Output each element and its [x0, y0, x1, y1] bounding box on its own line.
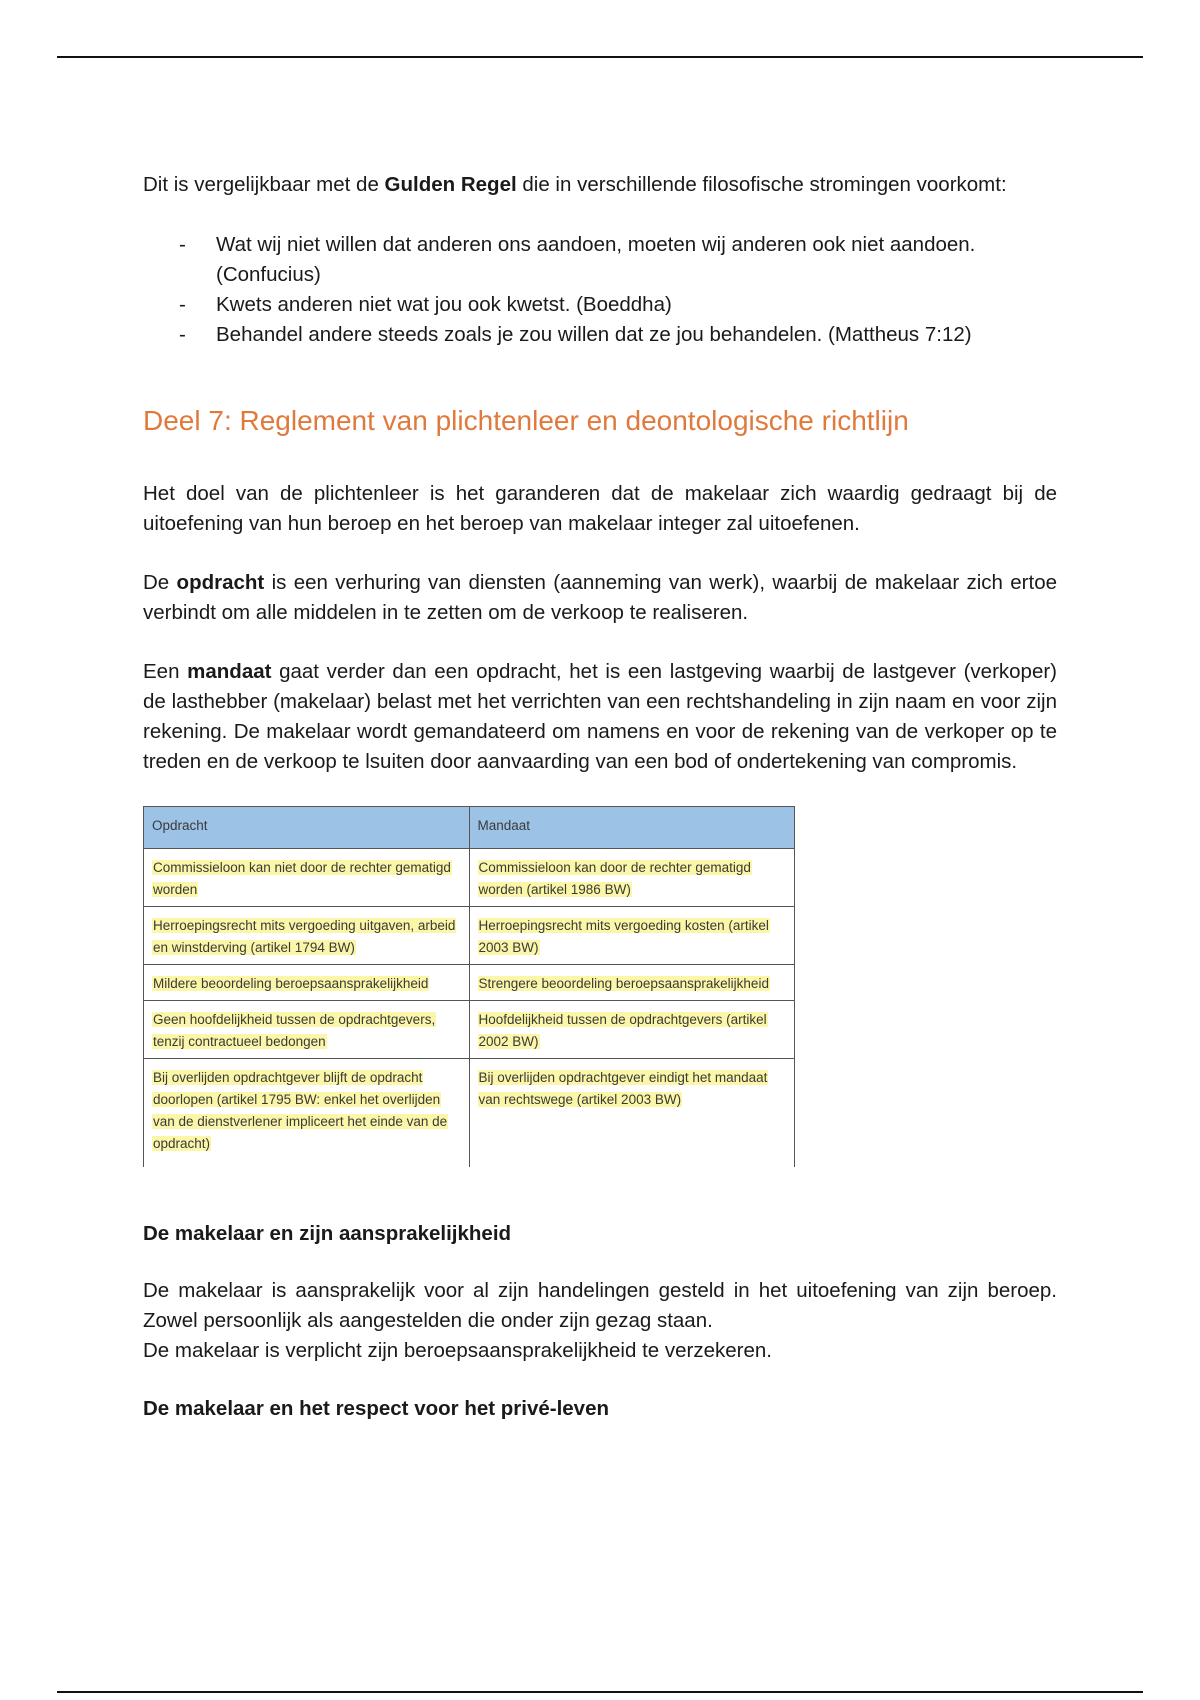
- bullet-dash: -: [179, 233, 186, 256]
- liability-block: [143, 1276, 1057, 1366]
- gulden-regel-term: Gulden Regel: [384, 173, 517, 196]
- table-cell: Geen hoofdelijkheid tussen de opdrachtgevers, tenzij contractueel bedongen: [144, 1001, 470, 1059]
- column-header-mandaat: Mandaat: [469, 807, 795, 849]
- table-row: [144, 1001, 795, 1059]
- table-cell: Herroepingsrecht mits vergoeding kosten (artikel 2003 BW): [469, 907, 795, 965]
- top-rule: [57, 56, 1143, 58]
- table-row: [144, 849, 795, 907]
- goal-paragraph: Het doel van de plichtenleer is het garanderen dat de makelaar zich waardig gedraagt bij de uitoefening van hun beroep en het beroep van makelaar integer zal uitoefenen.: [143, 482, 1057, 535]
- table-cell: Bij overlijden opdrachtgever eindigt het mandaat van rechtswege (artikel 2003 BW): [469, 1059, 795, 1168]
- table-row: [144, 907, 795, 965]
- table-cell: Commissieloon kan door de rechter gematigd worden (artikel 1986 BW): [469, 849, 795, 907]
- mandaat-term: mandaat: [187, 660, 272, 683]
- column-header-opdracht: Opdracht: [144, 807, 470, 849]
- privacy-heading: De makelaar en het respect voor het privé-leven: [143, 1397, 610, 1420]
- table-cell: Commissieloon kan niet door de rechter gematigd worden: [144, 849, 470, 907]
- bullet-dash: -: [179, 293, 186, 316]
- table-cell: Mildere beoordeling beroepsaansprakelijkheid: [144, 965, 470, 1001]
- bottom-rule: [57, 1691, 1143, 1693]
- insurance-line: De makelaar is verplicht zijn beroepsaansprakelijkheid te verzekeren.: [143, 1339, 772, 1362]
- section-title: Deel 7: Reglement van plichtenleer en deontologische richtlijn: [143, 405, 909, 436]
- list-item: - Kwets anderen niet wat jou ook kwetst. (Boeddha): [143, 290, 1057, 320]
- liability-paragraph: De makelaar is aansprakelijk voor al zijn handelingen gesteld in het uitoefening van zijn beroep. Zowel persoonlijk als aangestelden die onder zijn gezag staan.: [143, 1279, 1057, 1332]
- comparison-table: [143, 806, 795, 1167]
- intro-paragraph: Dit is vergelijkbaar met de Gulden Regel die in verschillende filosofische stromingen voorkomt:: [143, 173, 1007, 196]
- golden-rule-list: [143, 230, 1057, 350]
- table-cell: Bij overlijden opdrachtgever blijft de opdracht doorlopen (artikel 1795 BW: enkel het overlijden van de dienstverlener impliceert het einde van de opdracht): [144, 1059, 470, 1168]
- table-header-row: [144, 807, 795, 849]
- list-item: - Wat wij niet willen dat anderen ons aandoen, moeten wij anderen ook niet aandoen. (Confucius): [143, 230, 1057, 290]
- opdracht-paragraph: De opdracht is een verhuring van diensten (aanneming van werk), waarbij de makelaar zich ertoe verbindt om alle middelen in te zetten om de verkoop te realiseren.: [143, 571, 1057, 624]
- bullet-dash: -: [179, 323, 186, 346]
- mandaat-paragraph: Een mandaat gaat verder dan een opdracht, het is een lastgeving waarbij de lastgever (verkoper) de lasthebber (makelaar) belast met het verrichten van een rechtshandeling in zijn naam en voor zijn rekening. De makelaar wordt gemandateerd om namens en voor de rekening van de verkoper op te treden en de verkoop te lsuiten door aanvaarding van een bod of ondertekening van compromis.: [143, 660, 1057, 773]
- opdracht-term: opdracht: [176, 571, 265, 594]
- list-item: - Behandel andere steeds zoals je zou willen dat ze jou behandelen. (Mattheus 7:12): [143, 320, 1057, 350]
- liability-heading: De makelaar en zijn aansprakelijkheid: [143, 1222, 512, 1245]
- document-body: [143, 170, 1057, 1451]
- table-cell: Herroepingsrecht mits vergoeding uitgaven, arbeid en winstderving (artikel 1794 BW): [144, 907, 470, 965]
- table-row: [144, 965, 795, 1001]
- comparison-table-wrapper: [143, 806, 795, 1167]
- table-cell: Strengere beoordeling beroepsaansprakelijkheid: [469, 965, 795, 1001]
- table-cell: Hoofdelijkheid tussen de opdrachtgevers (artikel 2002 BW): [469, 1001, 795, 1059]
- table-row: [144, 1059, 795, 1168]
